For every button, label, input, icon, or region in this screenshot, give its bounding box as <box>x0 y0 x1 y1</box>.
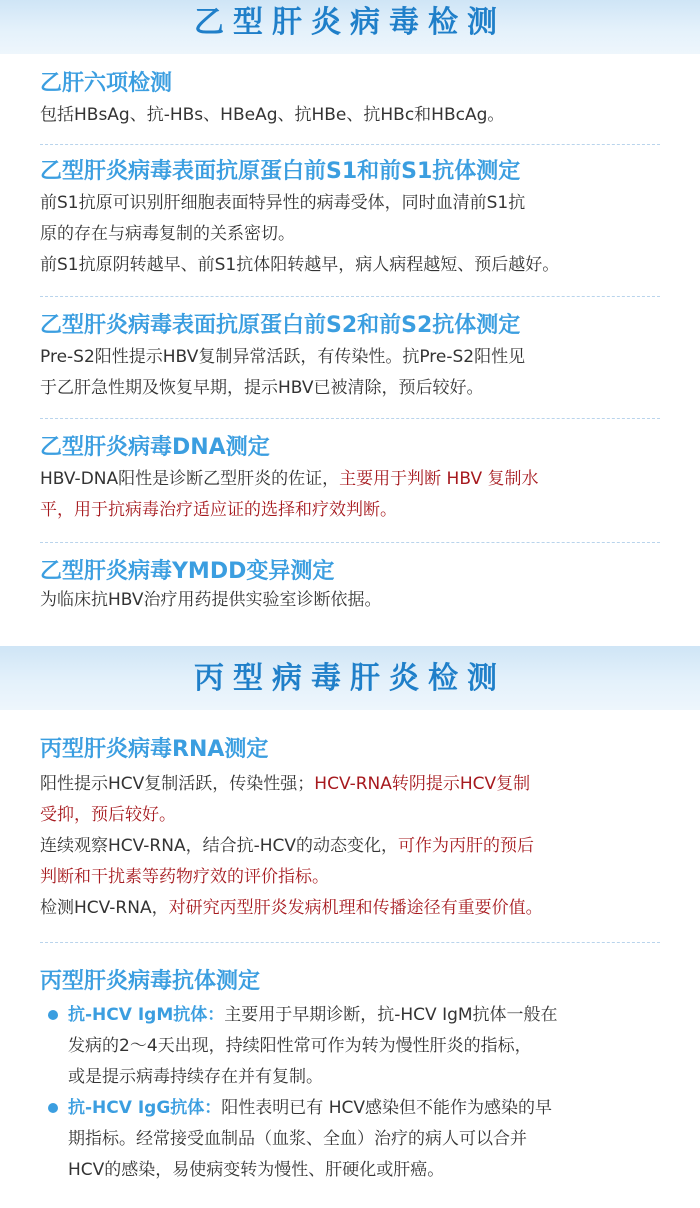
paragraph: 发病的2～4天出现，持续阳性常可作为转为慢性肝炎的指标， <box>68 1036 532 1056</box>
paragraph-text: 阳性提示HCV复制活跃，传染性强； <box>40 774 315 794</box>
section-heading: 乙型肝炎病毒表面抗原蛋白前S1和前S1抗体测定 <box>40 159 521 184</box>
section-heading: 丙型肝炎病毒抗体测定 <box>40 969 261 994</box>
paragraph <box>68 1000 660 1031</box>
hbv-dna-section <box>40 434 660 526</box>
emphasis-text: 可作为丙肝的预后 <box>398 836 534 856</box>
hbv-six-items-section <box>40 70 660 131</box>
paragraph: 前S1抗原阴转越早、前S1抗体阳转越早，病人病程越短、预后越好。 <box>40 255 560 275</box>
paragraph <box>68 1093 660 1124</box>
emphasis-text: 对研究丙型肝炎发病机理和传播途径有重要价值。 <box>168 898 543 918</box>
hbv-banner-title: 乙型肝炎病毒检测 <box>194 5 506 40</box>
bullet-item-igm <box>40 1000 660 1093</box>
paragraph <box>40 831 660 862</box>
bullet-label: 抗-HCV IgG抗体： <box>68 1098 222 1118</box>
hbv-banner <box>0 0 700 54</box>
paragraph-text: 检测HCV-RNA， <box>40 898 169 918</box>
paragraph-text: 连续观察HCV-RNA，结合抗-HCV的动态变化， <box>40 836 398 856</box>
dashed-divider <box>40 942 660 943</box>
paragraph: 或是提示病毒持续存在并有复制。 <box>68 1067 323 1087</box>
dashed-divider <box>40 542 660 543</box>
emphasis-paragraph: 平，用于抗病毒治疗适应证的选择和疗效判断。 <box>40 500 397 520</box>
paragraph-text: 阳性表明已有 HCV感染但不能作为感染的早 <box>221 1098 552 1118</box>
paragraph: 前S1抗原可识别肝细胞表面特异性的病毒受体，同时血清前S1抗 <box>40 193 526 213</box>
hcv-banner-title: 丙型病毒肝炎检测 <box>194 661 506 696</box>
hcv-banner <box>0 646 700 710</box>
dashed-divider <box>40 418 660 419</box>
section-heading: 乙型肝炎病毒YMDD变异测定 <box>40 559 335 584</box>
paragraph <box>40 769 660 800</box>
paragraph: Pre-S2阳性提示HBV复制异常活跃，有传染性。抗Pre-S2阳性见 <box>40 347 526 367</box>
hcv-rna-section <box>40 736 660 924</box>
paragraph: HCV的感染，易使病变转为慢性、肝硬化或肝癌。 <box>68 1160 445 1180</box>
paragraph: 于乙肝急性期及恢复早期，提示HBV已被清除，预后较好。 <box>40 378 484 398</box>
emphasis-paragraph: 判断和干扰素等药物疗效的评价指标。 <box>40 867 329 887</box>
paragraph-text: 主要用于早期诊断，抗-HCV IgM抗体一般在 <box>224 1005 558 1025</box>
paragraph-text: HBV-DNA阳性是诊断乙型肝炎的佐证， <box>40 469 340 489</box>
hcv-antibody-section <box>40 968 660 1186</box>
section-heading: 丙型肝炎病毒RNA测定 <box>40 737 269 762</box>
dashed-divider <box>40 296 660 297</box>
paragraph <box>40 893 660 924</box>
hbv-pres1-section <box>40 158 660 281</box>
emphasis-text: HCV-RNA转阴提示HCV复制 <box>314 774 531 794</box>
dashed-divider <box>40 144 660 145</box>
bullet-dot-icon <box>48 1103 58 1113</box>
paragraph: 包括HBsAg、抗-HBs、HBeAg、抗HBe、抗HBc和HBcAg。 <box>40 105 505 125</box>
paragraph: 期指标。经常接受血制品（血浆、全血）治疗的病人可以合并 <box>68 1129 527 1149</box>
emphasis-paragraph: 受抑，预后较好。 <box>40 805 176 825</box>
hbv-pres2-section <box>40 312 660 404</box>
bullet-label: 抗-HCV IgM抗体： <box>68 1005 225 1025</box>
emphasis-text: 主要用于判断 HBV 复制水 <box>339 469 539 489</box>
section-heading: 乙肝六项检测 <box>40 71 173 96</box>
bullet-item-igg <box>40 1093 660 1186</box>
bullet-dot-icon <box>48 1010 58 1020</box>
section-heading: 乙型肝炎病毒DNA测定 <box>40 435 270 460</box>
paragraph <box>40 464 660 495</box>
hbv-ymdd-section <box>40 558 660 614</box>
section-heading: 乙型肝炎病毒表面抗原蛋白前S2和前S2抗体测定 <box>40 313 521 338</box>
paragraph: 为临床抗HBV治疗用药提供实验室诊断依据。 <box>40 590 382 610</box>
paragraph: 原的存在与病毒复制的关系密切。 <box>40 224 295 244</box>
